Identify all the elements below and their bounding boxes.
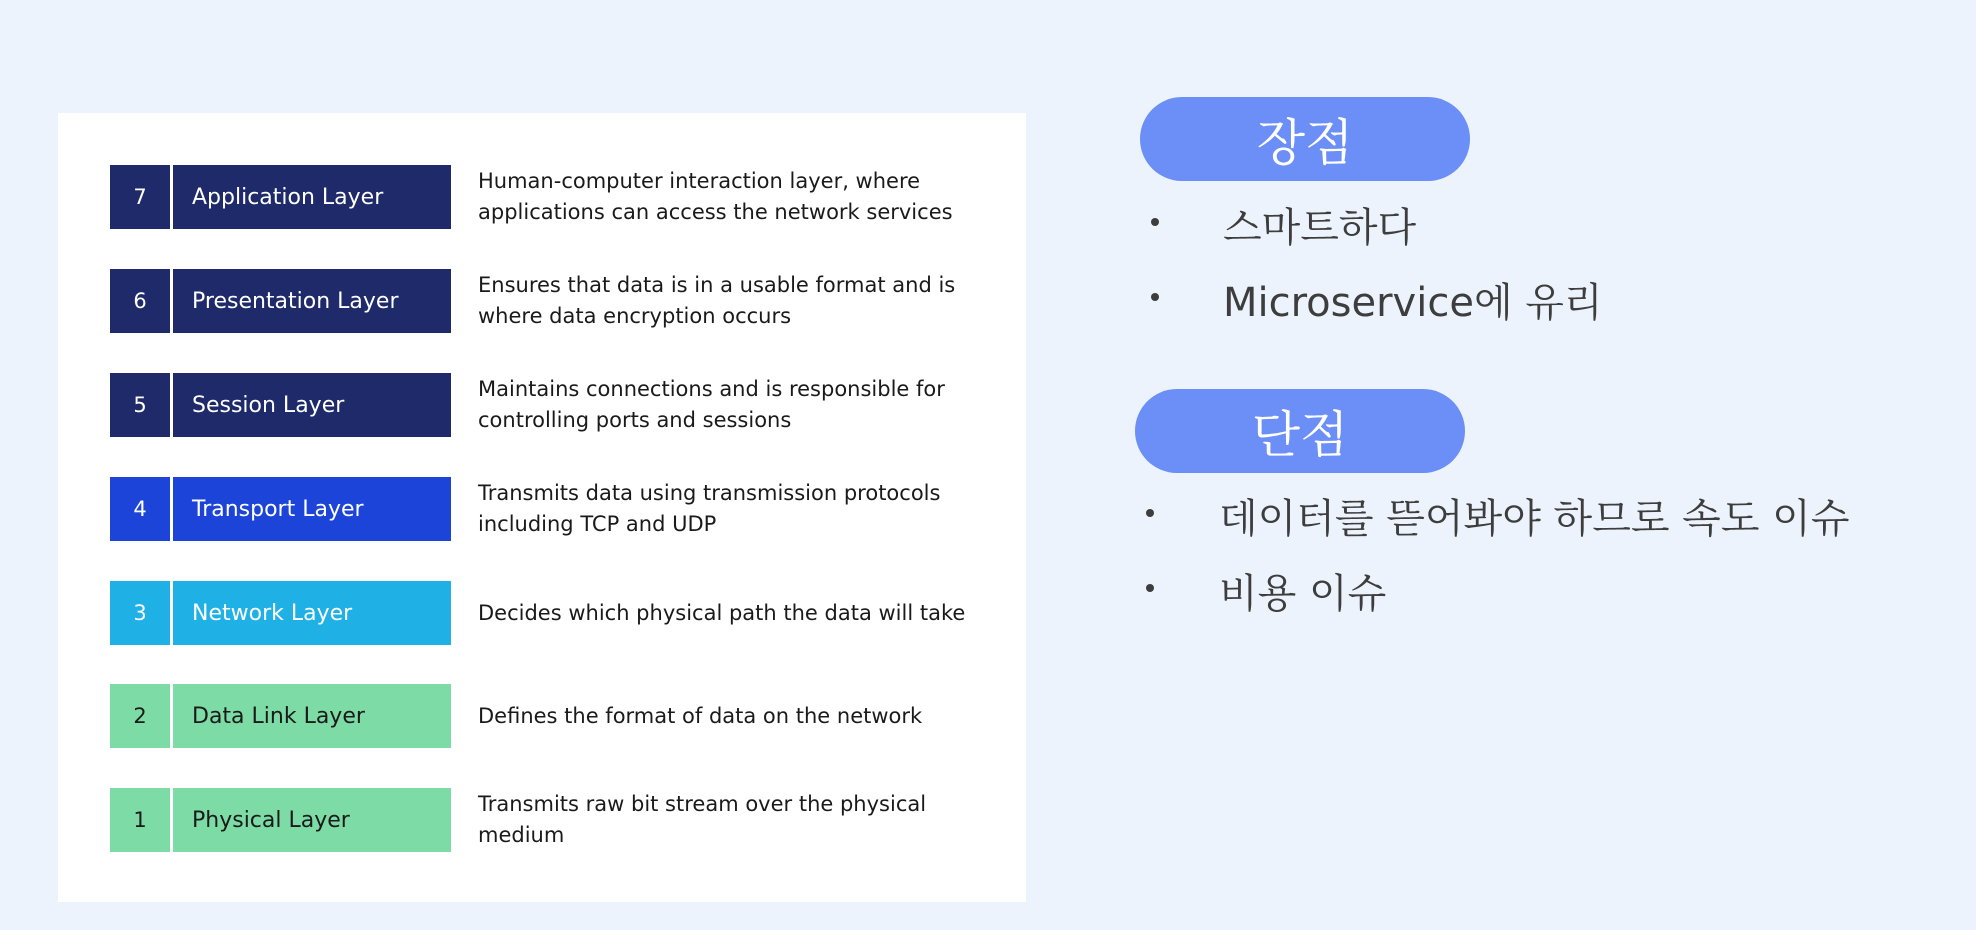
layer-description [478,165,998,229]
layer-row-transport [110,477,990,541]
layer-description-line: Decides which physical path the data will take [478,600,966,625]
layer-description-line: Transmits raw bit stream over the physical [478,792,927,816]
layer-number: 2 [110,684,170,748]
layer-description-line: Transmits data using transmission protocols [478,481,941,505]
layer-number: 1 [110,788,170,852]
layer-description [478,373,998,437]
layer-description-line: Maintains connections and is responsible for [478,377,945,401]
layer-description [478,477,998,541]
layer-number: 6 [110,269,170,333]
layer-description-line: controlling ports and sessions [478,408,792,432]
layer-row-physical [110,788,990,852]
layer-row-presentation [110,269,990,333]
cons-item: 데이터를 뜯어봐야 하므로 속도 이슈 [1219,496,1850,542]
layer-description-line: medium [478,823,565,847]
layer-description-line: where data encryption occurs [478,304,792,328]
layer-row-session [110,373,990,437]
bullet-icon [1146,509,1154,517]
pros-title-pill: 장점 [1140,97,1470,181]
layer-name: Network Layer [173,581,451,645]
layer-row-data-link [110,684,990,748]
layer-description-line: Ensures that data is in a usable format and is [478,273,956,297]
layer-name: Transport Layer [173,477,451,541]
cons-title-pill: 단점 [1135,389,1465,473]
layer-description-line: applications can access the network services [478,200,953,224]
layer-name: Physical Layer [173,788,451,852]
osi-model-card [58,113,1026,902]
layer-description-line: Defines the format of data on the network [478,703,923,728]
layer-number: 4 [110,477,170,541]
layer-description-line: including TCP and UDP [478,512,717,536]
layer-number: 5 [110,373,170,437]
layer-name: Data Link Layer [173,684,451,748]
layer-description [478,684,998,748]
layer-description [478,269,998,333]
pros-item: 스마트하다 [1223,205,1417,251]
layer-description-line: Human-computer interaction layer, where [478,169,921,193]
pros-item: Microservice에 유리 [1223,280,1603,326]
layer-number: 3 [110,581,170,645]
bullet-icon [1151,293,1159,301]
layer-number: 7 [110,165,170,229]
bullet-icon [1151,218,1159,226]
bullet-icon [1146,584,1154,592]
layer-description [478,788,998,852]
layer-name: Session Layer [173,373,451,437]
layer-description [478,581,998,645]
layer-row-application [110,165,990,229]
cons-item: 비용 이슈 [1219,571,1387,617]
layer-row-network [110,581,990,645]
layer-name: Presentation Layer [173,269,451,333]
layer-name: Application Layer [173,165,451,229]
